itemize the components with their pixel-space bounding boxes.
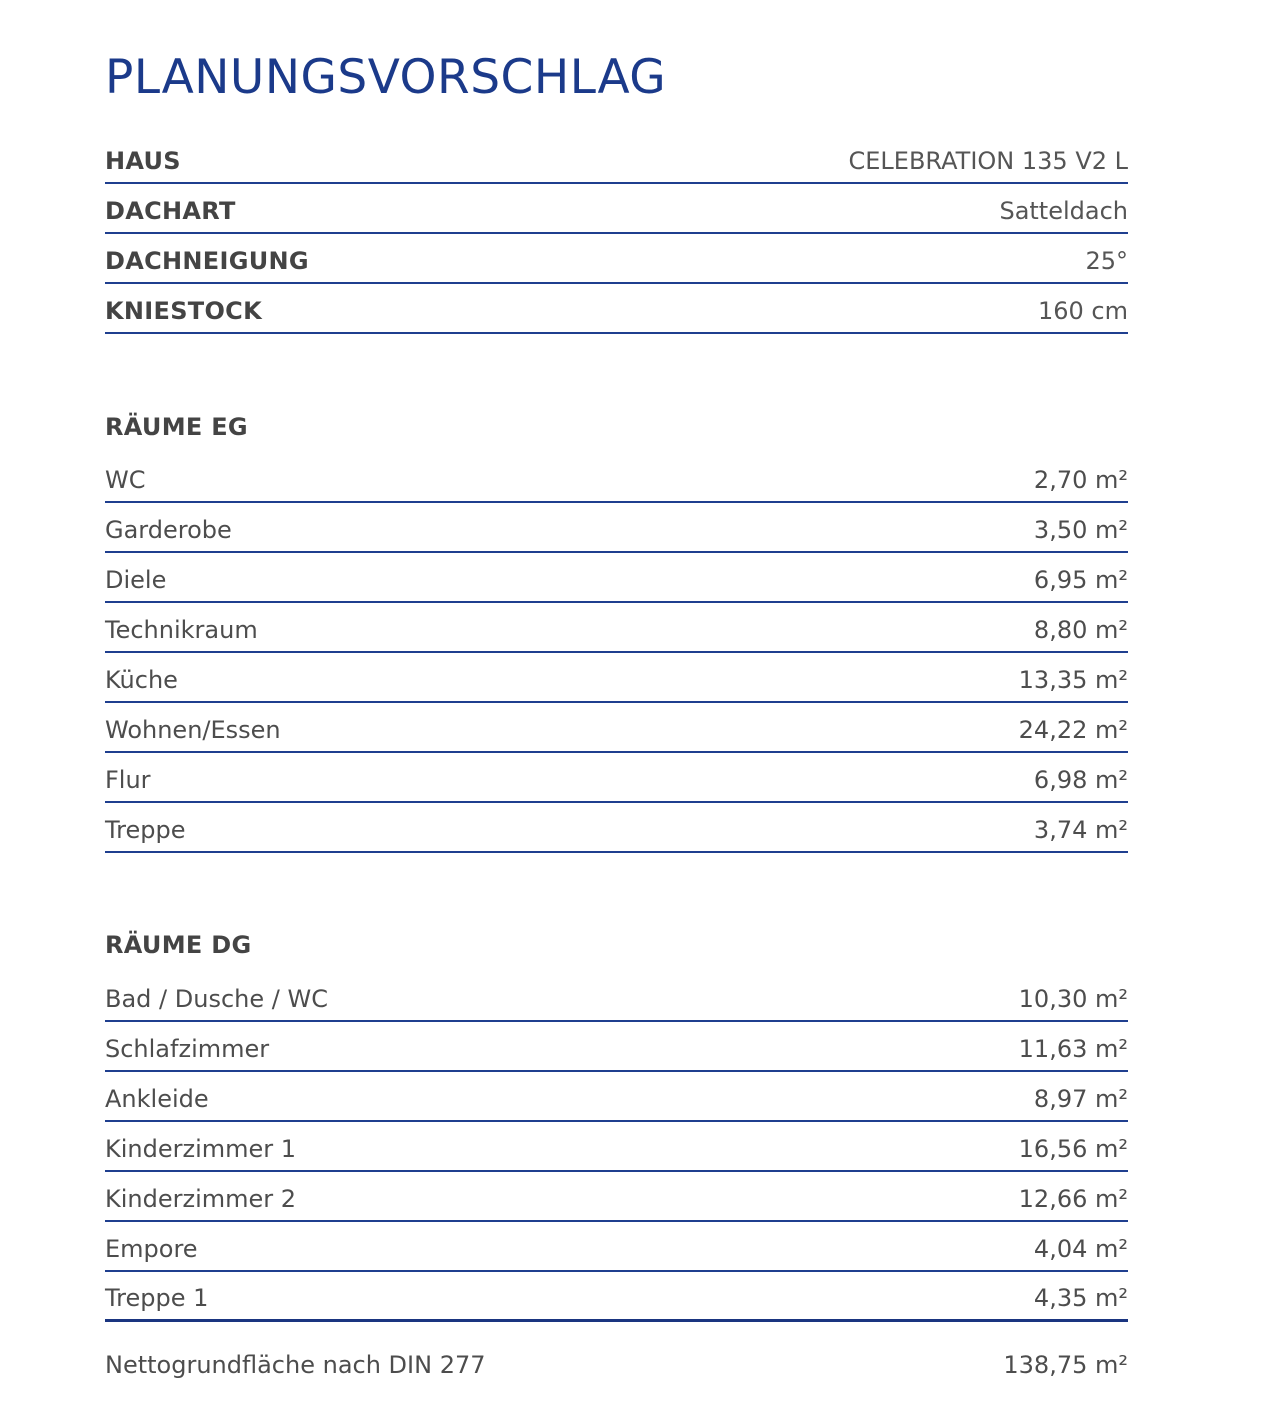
room-area: 4,04 m² bbox=[1033, 1235, 1128, 1263]
spec-label: HAUS bbox=[105, 147, 181, 175]
spec-row-dachneigung bbox=[105, 234, 1128, 284]
room-area: 13,35 m² bbox=[1018, 666, 1128, 694]
net-floor-area-total bbox=[105, 1350, 1128, 1390]
room-row bbox=[105, 1072, 1128, 1122]
spec-label: DACHART bbox=[105, 197, 236, 225]
spec-row-kniestock bbox=[105, 284, 1128, 334]
room-area: 3,50 m² bbox=[1033, 516, 1128, 544]
room-name: Empore bbox=[105, 1235, 198, 1263]
room-row bbox=[105, 653, 1128, 703]
room-area: 6,95 m² bbox=[1033, 566, 1128, 594]
room-area: 11,63 m² bbox=[1018, 1035, 1128, 1063]
room-name: Wohnen/Essen bbox=[105, 716, 281, 744]
spec-row-dachart bbox=[105, 184, 1128, 234]
room-row bbox=[105, 1172, 1128, 1222]
spec-value: CELEBRATION 135 V2 L bbox=[848, 147, 1128, 175]
room-name: Küche bbox=[105, 666, 178, 694]
room-row bbox=[105, 972, 1128, 1022]
room-name: Bad / Dusche / WC bbox=[105, 985, 328, 1013]
spec-label: KNIESTOCK bbox=[105, 297, 262, 325]
room-row bbox=[105, 1222, 1128, 1272]
room-row bbox=[105, 1122, 1128, 1172]
spec-label: DACHNEIGUNG bbox=[105, 247, 309, 275]
room-name: Technikraum bbox=[105, 616, 258, 644]
room-area: 4,35 m² bbox=[1033, 1284, 1128, 1312]
spec-row-haus bbox=[105, 134, 1128, 184]
page-title: PLANUNGSVORSCHLAG bbox=[105, 50, 667, 105]
room-name: Schlafzimmer bbox=[105, 1035, 270, 1063]
room-area: 8,97 m² bbox=[1033, 1085, 1128, 1113]
rooms-eg-list bbox=[105, 453, 1128, 853]
spec-value: 160 cm bbox=[1037, 297, 1128, 325]
house-specs bbox=[105, 134, 1128, 334]
room-area: 3,74 m² bbox=[1033, 816, 1128, 844]
section-heading-eg: RÄUME EG bbox=[105, 413, 248, 441]
room-area: 12,66 m² bbox=[1018, 1185, 1128, 1213]
total-value: 138,75 m² bbox=[1003, 1351, 1128, 1379]
room-name: Treppe 1 bbox=[105, 1284, 209, 1312]
room-row bbox=[105, 453, 1128, 503]
room-name: WC bbox=[105, 466, 146, 494]
room-area: 6,98 m² bbox=[1033, 766, 1128, 794]
room-area: 10,30 m² bbox=[1018, 985, 1128, 1013]
room-area: 16,56 m² bbox=[1018, 1135, 1128, 1163]
room-name: Garderobe bbox=[105, 516, 232, 544]
spec-value: Satteldach bbox=[999, 197, 1128, 225]
rooms-dg-list bbox=[105, 972, 1128, 1322]
room-name: Kinderzimmer 1 bbox=[105, 1135, 297, 1163]
room-name: Kinderzimmer 2 bbox=[105, 1185, 297, 1213]
room-name: Treppe bbox=[105, 816, 186, 844]
room-row bbox=[105, 603, 1128, 653]
room-row bbox=[105, 1022, 1128, 1072]
room-row bbox=[105, 803, 1128, 853]
room-row bbox=[105, 503, 1128, 553]
room-area: 2,70 m² bbox=[1033, 466, 1128, 494]
room-name: Flur bbox=[105, 766, 151, 794]
section-heading-dg: RÄUME DG bbox=[105, 931, 252, 959]
room-area: 24,22 m² bbox=[1018, 716, 1128, 744]
total-label: Nettogrundfläche nach DIN 277 bbox=[105, 1351, 486, 1379]
room-row bbox=[105, 1272, 1128, 1322]
room-row bbox=[105, 703, 1128, 753]
room-name: Ankleide bbox=[105, 1085, 209, 1113]
room-area: 8,80 m² bbox=[1033, 616, 1128, 644]
spec-value: 25° bbox=[1085, 247, 1128, 275]
room-name: Diele bbox=[105, 566, 167, 594]
room-row bbox=[105, 753, 1128, 803]
room-row bbox=[105, 553, 1128, 603]
